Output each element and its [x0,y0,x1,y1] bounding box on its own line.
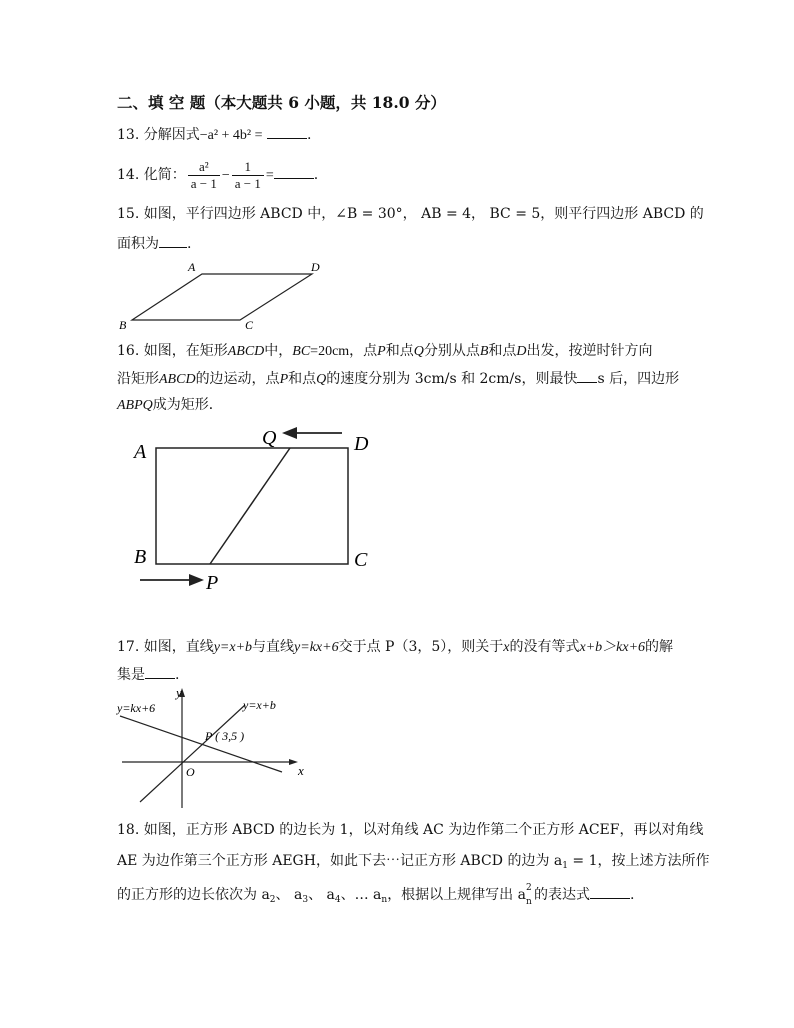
q17-text-2: 与直线 [252,639,295,655]
q18-period: . [629,887,635,903]
q16-p-2: P [279,372,289,387]
q15-label-b: B [119,318,127,332]
question-18-line-3 [117,884,634,910]
q13-prefix: 13. 分解因式 [117,127,200,143]
q16-label-q: Q [262,427,277,449]
q15-area-label: 面积为 [117,236,159,252]
q17-line-x-label: y=x+b [243,698,276,712]
q15-label-d: D [311,260,320,274]
q15-label-a: A [188,260,196,274]
q17-x: x [503,640,510,655]
q16-abcd-1: ABCD [227,344,265,359]
q16-text-6: 和点 [488,343,517,359]
q15-period: . [187,236,192,252]
q17-x-label: x [298,763,304,778]
q18-answer-blank[interactable] [590,884,630,899]
q16-b: B [479,344,489,359]
q18-text-2: = 1，按上述方法所作 [567,853,710,869]
q18-an-scripts [525,883,534,907]
q18-sub-2: 2 [269,895,276,905]
q16-label-b: B [134,546,147,568]
q16-text-13: 成为矩形． [152,397,223,413]
q18-sub-3: 3 [302,895,309,905]
q18-sep-2: 、 a [308,887,335,903]
q17-period: . [175,667,180,683]
q17-text-5: 的解 [645,639,674,655]
q13-expression: −a² + 4b² = [199,128,263,143]
q17-line-y-eq-kx-plus-6 [120,716,282,772]
q18-sep-3: 、… a [340,887,382,903]
q17-text-3: 交于点 P（3，5），则关于 [338,639,504,655]
q16-label-p: P [206,572,219,594]
q16-text-7: 出发，按逆时针方向 [526,343,653,359]
q16-q-2: Q [316,372,327,387]
q14-period: . [313,167,319,183]
q17-line-2: y=kx+6 [294,640,339,655]
q16-text-8: 沿矩形 [117,371,159,387]
q16-label-d: D [354,433,369,455]
q13-period: . [306,127,312,143]
q18-sup-2: 2 [525,883,532,893]
q16-text-10: 和点 [288,371,317,387]
q18-text-1: AE 为边作第三个正方形 AEGH，如此下去⋯记正方形 ABCD 的边为 a [117,853,563,869]
q16-text-9: 的边运动，点 [195,371,280,387]
q16-text-2: 中， [264,343,293,359]
q16-text-1: 16. 如图，在矩形 [117,343,228,359]
q18-sub-n: n [381,895,388,905]
q17-point-p-label: P ( 3,5 ) [205,729,245,743]
q17-origin-label: O [186,765,195,779]
q14-minus: − [221,168,230,183]
q17-text-1: 17. 如图，直线 [117,639,214,655]
question-15-line-1: 15. 如图，平行四边形 ABCD 中，∠B = 30°， AB = 4， BC = 5，则平行四边形 ABCD 的 [117,206,704,222]
q18-sep-1: 、 a [275,887,303,903]
q17-y-label: y [176,685,182,700]
q16-abcd-2: ABCD [159,372,196,387]
q15-label-c: C [245,318,254,332]
q17-line-kx-label: y=kx+6 [117,701,156,715]
q18-text-5: 的表达式 [533,887,590,903]
section-title: 二、填 空 题（本大题共 6 小题，共 18.0 分） [117,93,446,112]
q14-denominator-1: a − 1 [190,175,217,191]
q16-q-1: Q [413,344,424,359]
q16-label-a: A [134,441,147,463]
q16-text-3: =20cm，点 [310,344,378,359]
q14-equals: = [265,168,274,183]
q17-text-4: 的没有等式 [509,639,580,655]
q14-prefix: 14. 化简： [117,167,186,183]
q18-text-3: 的正方形的边长依次为 a [117,887,270,903]
question-18-line-1: 18. 如图，正方形 ABCD 的边长为 1，以对角线 AC 为边作第二个正方形 ACEF，再以对角线 [117,822,704,838]
q16-text-4: 和点 [385,343,414,359]
q16-text-11: 的速度分别为 3cm/s 和 2cm/s，则最快 [326,371,578,387]
q18-sub-n-2: n [525,897,532,907]
q17-line-1: y=x+b [213,640,253,655]
q16-label-c: C [354,549,368,571]
q18-sub-1: 1 [562,861,568,871]
q17-solution-label: 集是 [117,667,145,683]
q18-sub-4: 4 [334,895,341,905]
q16-d: D [516,344,527,359]
q16-p-1: P [377,344,386,359]
q14-numerator-1: a² [188,159,220,176]
question-18-line-2 [117,851,710,876]
q17-x-axis-arrow [289,759,298,765]
q17-inequality: x+b＞kx+6 [579,640,646,655]
q16-bc: BC [292,344,311,359]
q18-text-4: ，根据以上规律写出 a [387,887,526,903]
q16-text-5: 分别从点 [423,343,480,359]
q14-numerator-2: 1 [232,159,264,176]
q16-abpq: ABPQ [117,398,153,413]
q14-denominator-2: a − 1 [234,175,261,191]
q16-text-12: s 后，四边形 [597,371,680,387]
